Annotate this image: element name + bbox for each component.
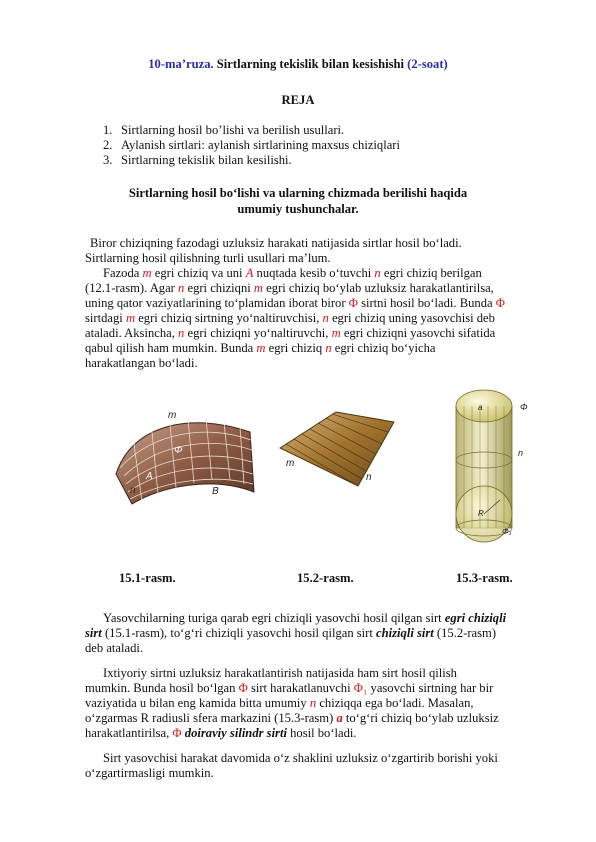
reja-item-1: Sirtlarning hosil bo’lishi va berilish usullari.: [121, 123, 345, 137]
p4-line4: o‘zgarmas R radiusli sfera markazini (15.3-rasm) a to‘g‘ri chiziq bo‘ylab uzluksiz: [85, 711, 499, 725]
fig1-label-phi: Φ: [174, 445, 183, 456]
fig1-label-A: A: [146, 471, 153, 482]
fig1-label-m: m: [168, 410, 177, 421]
reja-item-2: Aylanish sirtlari: aylanish sirtlarining maxsus chiziqlari: [121, 138, 400, 152]
p1-line2: Sirtlarning hosil qilishning turli usullari ma’lum.: [85, 251, 331, 265]
p1-line1: Biror chiziqning fazodagi uzluksiz harakati natijasida sirtlar hosil bo‘ladi.: [90, 236, 462, 250]
figure-15-1: [112, 404, 262, 509]
p2-line3: uning qator vaziyatlarining to‘plamidan iborat biror Φ sirtni hosil bo‘ladi. Bunda Φ: [85, 296, 505, 310]
fig1-label-n: n: [130, 485, 136, 496]
p2-line7: harakatlangan bo‘ladi.: [85, 356, 198, 370]
p2-line2: (12.1-rasm). Agar n egri chiziqni m egri chiziq bo‘ylab uzluksiz harakatlantirilsa,: [85, 281, 494, 295]
lecture-title: [0, 57, 596, 72]
p3-line2: sirt (15.1-rasm), to‘g‘ri chiziqli yasovchi hosil qilgan sirt chiziqli sirt (15.2-rasm): [85, 626, 497, 640]
p4-line5: harakatlantirilsa, Φ doiraviy silindr sirti hosil bo‘ladi.: [85, 726, 357, 740]
reja-item-num-1: 1.: [103, 123, 113, 137]
p5-line1: Sirt yasovchisi harakat davomida o‘z shaklini uzluksiz o‘zgartirib borishi yoki: [103, 751, 498, 765]
section-title-line2: umumiy tushunchalar.: [237, 202, 359, 216]
p3-line3: deb ataladi.: [85, 641, 144, 655]
p2-line1: Fazoda m egri chiziq va uni A nuqtada kesib o‘tuvchi n egri chiziq berilgan: [103, 266, 482, 280]
fig2-label-m: m: [286, 458, 295, 469]
p3-line1: Yasovchilarning turiga qarab egri chiziqli yasovchi hosil qilgan sirt egri chiziqli: [103, 611, 507, 625]
fig3-caption: 15.3-rasm.: [456, 571, 513, 585]
p2-line6: qabul qilish ham mumkin. Bunda m egri chiziq n egri chiziq bo‘yicha: [85, 341, 436, 355]
p4-line1: Ixtiyoriy sirtni uzluksiz harakatlantirish natijasida ham sirt hosil qilish: [103, 666, 457, 680]
reja-item-num-3: 3.: [103, 153, 113, 167]
figure-15-3: [444, 388, 554, 548]
fig1-label-B: B: [212, 486, 219, 497]
fig3-label-a: a: [478, 403, 483, 412]
fig3-label-R: R: [478, 509, 484, 518]
reja-item-num-2: 2.: [103, 138, 113, 152]
p4-line2: mumkin. Bunda hosil bo‘lgan Φ sirt harakatlanuvchi Φ₁ yasovchi sirtning har bir: [85, 681, 494, 695]
fig3-label-phi1: Φ₁: [502, 527, 512, 536]
lecture-number: 10-ma’ruza.: [148, 57, 214, 71]
section-title-line1: Sirtlarning hosil bo‘lishi va ularning chizmada berilishi haqida: [128, 186, 468, 200]
lecture-hours: (2-soat): [407, 57, 448, 71]
p5-line2: o‘zgartirmasligi mumkin.: [85, 766, 214, 780]
p2-line5: ataladi. Aksincha, n egri chiziqni yo‘naltiruvchi, m egri chiziqni yasovchi sifatida: [85, 326, 496, 340]
fig2-caption: 15.2-rasm.: [297, 571, 354, 585]
fig3-label-phi: Φ: [520, 402, 528, 412]
reja-item-3: Sirtlarning tekislik bilan kesilishi.: [121, 153, 292, 167]
figure-15-2: [276, 408, 396, 494]
fig1-caption: 15.1-rasm.: [119, 571, 176, 585]
fig3-label-n: n: [518, 448, 524, 458]
p4-line3: vaziyatida u bilan eng kamida bitta umumiy n chiziqqa ega bo‘ladi. Masalan,: [85, 696, 474, 710]
p2-line4: sirtdagi m egri chiziq sirtning yo‘naltiruvchisi, n egri chiziq uning yasovchisi deb: [85, 311, 495, 325]
lecture-topic: Sirtlarning tekislik bilan kesishishi: [213, 57, 408, 71]
reja-heading: REJA: [281, 93, 315, 107]
fig2-label-n: n: [366, 472, 372, 483]
